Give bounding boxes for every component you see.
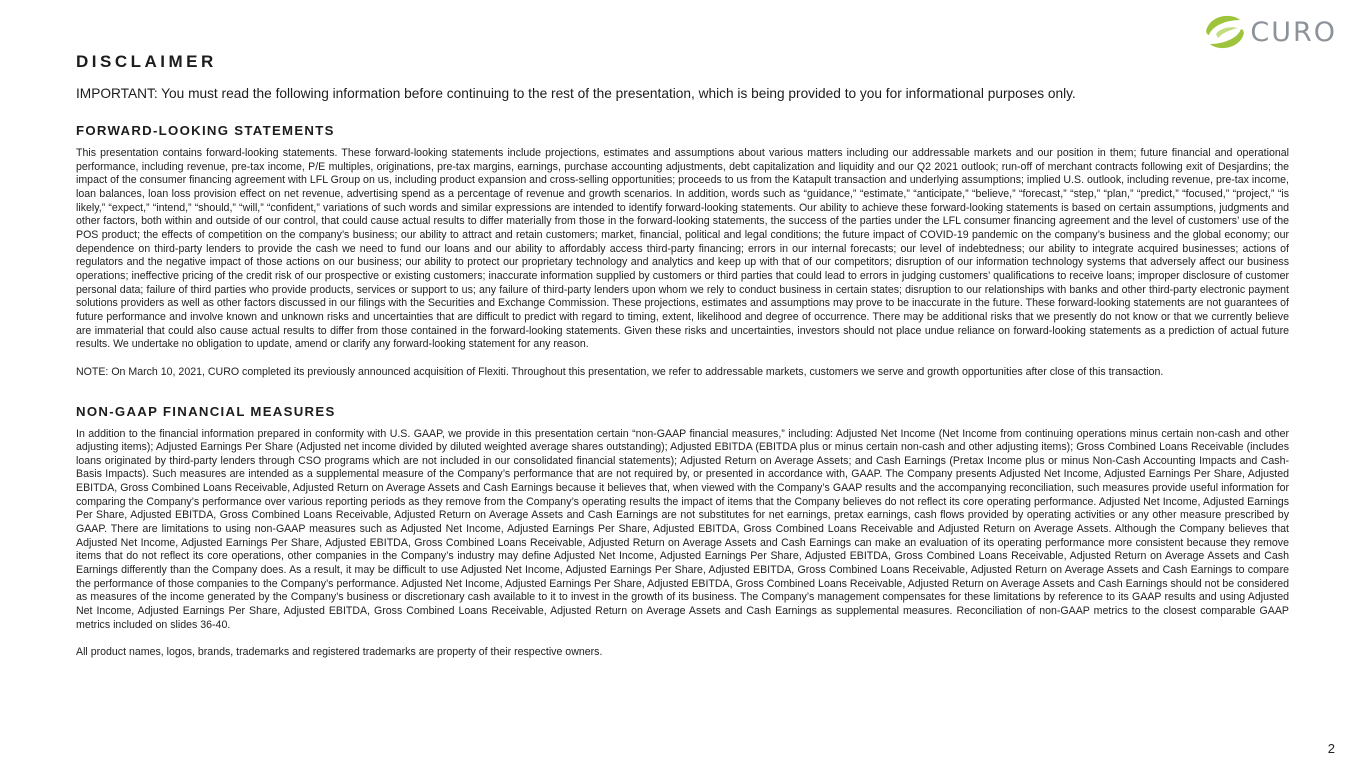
forward-looking-heading: FORWARD-LOOKING STATEMENTS (76, 123, 335, 138)
non-gaap-heading: NON-GAAP FINANCIAL MEASURES (76, 403, 336, 419)
important-notice: IMPORTANT: You must read the following information before continuing to the rest of the presentation, which is being provided to you for informational purposes only. (76, 86, 1076, 101)
page-title: DISCLAIMER (76, 52, 217, 71)
disclaimer-content (76, 52, 1289, 660)
trademarks-notice: All product names, logos, brands, trademarks and registered trademarks are property of their respective owners. (76, 646, 603, 659)
non-gaap-body: In addition to the financial information prepared in conformity with U.S. GAAP, we provide in this presentation certain “non-GAAP financial measures,” including: Adjusted Net Income (Net Income from continuing operations minus certain non-cash and other adjusting items); Adjusted Earnings Per Share (Adjusted net income divided by diluted weighted average shares outstanding); Adjusted EBITDA (EBITDA plus or minus certain non-cash and other adjusting items); Gross Combined Loans Receivable (includes loans originated by third-party lenders through CSO programs which are not included in our consolidated financial statements); Adjusted Return on Average Assets; and Cash Earnings (Pretax Income plus or minus Non-Cash Accounting Impacts and Cash-Basis Impacts). Such measures are intended as a supplemental measure of the Company’s performance that are not required by, or presented in accordance with, GAAP. The Company presents Adjusted Net Income, Adjusted Earnings Per Share, Adjusted EBITDA, Gross Combined Loans Receivable, Adjusted Return on Average Assets and Cash Earnings because it believes that, when viewed with the Company’s GAAP results and the accompanying reconciliation, such measures provide useful information for comparing the Company’s performance over various reporting periods as they remove from the Company’s operating results the impact of items that the Company believes do not reflect its core operating performance. Adjusted Net Income, Adjusted Earnings Per Share, Adjusted EBITDA, Gross Combined Loans Receivable, Adjusted Return on Average Assets and Cash Earnings are not substitutes for net earnings, pretax earnings, cash flows provided by operating activities or any other measure prescribed by GAAP. There are limitations to using non-GAAP measures such as Adjusted Net Income, Adjusted Earnings Per Share, Adjusted EBITDA, Gross Combined Loans Receivable and Adjusted Return on Average Assets. Although the Company believes that Adjusted Net Income, Adjusted Earnings Per Share, Adjusted EBITDA, Gross Combined Loans Receivable, Adjusted Return on Average Assets and Cash Earnings can make an evaluation of its operating performance more consistent because they remove items that do not reflect its core operations, other companies in the Company’s industry may define Adjusted Net Income, Adjusted Earnings Per Share, Adjusted EBITDA, Gross Combined Loans Receivable, Adjusted Return on Average Assets and Cash Earnings differently than the Company does. As a result, it may be difficult to use Adjusted Net Income, Adjusted Earnings Per Share, Adjusted EBITDA, Gross Combined Loans Receivable, Adjusted Return on Average Assets and Cash Earnings to compare the performance of those companies to the Company’s performance. Adjusted Net Income, Adjusted Earnings Per Share, Adjusted EBITDA, Gross Combined Loans Receivable, Adjusted Return on Average Assets and Cash Earnings should not be considered as measures of the income generated by the Company’s business or discretionary cash available to it to invest in the growth of its business. The Company’s management compensates for these limitations by reference to its GAAP results and using Adjusted Net Income, Adjusted Earnings Per Share, Adjusted EBITDA, Gross Combined Loans Receivable, Adjusted Return on Average Assets and Cash Earnings as supplemental measures. Reconciliation of non-GAAP metrics to the closest comparable GAAP metrics included on slides 36-40. (76, 427, 1289, 631)
forward-looking-body: This presentation contains forward-looking statements. These forward-looking statements include projections, estimates and assumptions about various matters including our addressable markets and our position in them; future financial and operational performance, including revenue, pre-tax income, P/E multiples, originations, pre-tax margins, earnings, purchase accounting adjustments, debt capitalization and liquidity and our Q2 2021 outlook; run-off of merchant contracts following exit of Desjardins; the impact of the consumer financing agreement with LFL Group on us, including product expansion and cross-selling opportunities; proceeds to us from the Katapult transaction and underlying assumptions; implied U.S. outlook, including revenue, pre-tax income, loan balances, loan loss provision effect on net revenue, advertising spend as a percentage of revenue and growth scenarios. In addition, words such as “guidance,” “estimate,” “anticipate,” “believe,” “forecast,” “step,” “plan,” “predict,” “focused,” “project,” “is likely,” “expect,” “intend,” “should,” “will,” “confident,” variations of such words and similar expressions are intended to identify forward-looking statements. Our ability to achieve these forward-looking statements is based on certain assumptions, judgments and other factors, both within and outside of our control, that could cause actual results to differ materially from those in the forward-looking statements, the success of the parties under the LFL consumer financing agreement and the level of customers’ use of the POS product; the effects of competition on the company’s business; our ability to attract and retain customers; market, financial, political and legal conditions; the future impact of COVID-19 pandemic on the company’s business and the global economy; our dependence on third-party lenders to provide the cash we need to fund our loans and our ability to affordably access third-party financing; errors in our internal forecasts; our level of indebtedness; our ability to integrate acquired businesses; actions of regulators and the negative impact of those actions on our business; our ability to protect our proprietary technology and analytics and keep up with that of our competitors; disruption of our information technology systems that adversely affect our business operations; ineffective pricing of the credit risk of our prospective or existing customers; inaccurate information supplied by customers or third parties that could lead to errors in judging customers’ qualifications to receive loans; improper disclosure of customer personal data; failure of third parties who provide products, services or support to us; any failure of third-party lenders upon whom we rely to conduct business in certain states; disruption to our relationships with banks and other third-party electronic payment solutions providers as well as other factors discussed in our filings with the Securities and Exchange Commission. These projections, estimates and assumptions may prove to be inaccurate in the future. These forward-looking statements are not guarantees of future performance and involve known and unknown risks and uncertainties that are difficult to predict with regard to timing, extent, likelihood and degree of occurrence. There may be additional risks that we presently do not know or that we currently believe are immaterial that could also cause actual results to differ from those contained in the forward-looking statements. Given these risks and uncertainties, investors should not place undue reliance on forward-looking statements as a prediction of actual future results. We undertake no obligation to update, amend or clarify any forward-looking statement for any reason. (76, 147, 1289, 351)
curo-logo-mark-icon (1204, 14, 1246, 50)
page-number: 2 (1327, 741, 1335, 756)
curo-logo-text: CURO (1250, 16, 1337, 48)
curo-logo (1204, 14, 1337, 50)
flexiti-note: NOTE: On March 10, 2021, CURO completed its previously announced acquisition of Flexiti. Throughout this presentation, we refer to addressable markets, customers we serve and growth opportunities after close of this transaction. (76, 365, 1164, 378)
